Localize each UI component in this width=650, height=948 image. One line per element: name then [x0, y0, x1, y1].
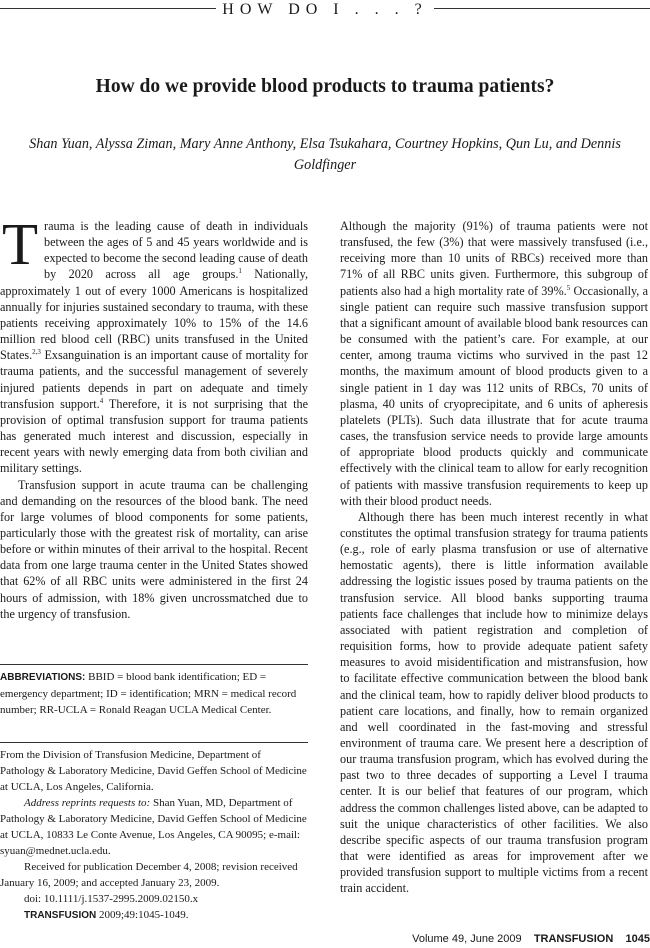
paragraph: Although the majority (91%) of trauma patients were not transfused, the few (3%) that were massively transfused (i.e., receiving more than 10 units of RBCs) received more than 71% of all RBC units given. Furthermore, this subgroup of patients also had a high mortality rate of 39%.$^5$ Occasionally, a single patient can require such massive transfusion support that a significant amount of available blood bank resources can be consumed with the patient’s care. For example, at our center, among trauma victims who survived in the past 12 months, the maximum amount of blood products given to a single patient in 1 day was 112 units of RBCs, 70 units of plasma, 40 units of cryoprecipitate, and 6 units of apheresis platelets (PLTs). Such data illustrate that for acute trauma cases, the transfusion service needs to provide large amounts of appropriate blood products quickly and communicate effectively with the clinical team to allow for early recognition of patients with massive transfusion requirements to keep up with their blood product needs. — [340, 219, 648, 508]
doi: doi: 10.1111/j.1537-2995.2009.02150.x — [24, 893, 199, 905]
page-number: 1045 — [625, 933, 650, 945]
affiliation-box — [0, 742, 308, 924]
drop-cap: T — [2, 211, 39, 277]
reference: 2,3 — [32, 348, 41, 357]
paragraph: Trauma is the leading cause of death in individuals between the ages of 5 and 45 years worldwide and is expected to become the second leading cause of death by 2020 across all age groups.$^1$ Nationally, approximately 1 out of every 1000 Americans is hospitalized annually for injuries sustained secondary to trauma, with these patients receiving approximately 10% to 15% of the 14.6 million red blood cell (RBC) units transfused in the United States.$^{2,3}$ Exsanguination is an important cause of mortality for trauma patients, and the successful management of severely injured patients depends in part on adequate and timely transfusion support.$^4$ Therefore, it is not surprising that the provision of optimal transfusion support for trauma patients has generated much interest and discussion, especially in recent years with newly emerging data from both civilian and military settings. — [0, 211, 308, 476]
footer-journal: TRANSFUSION — [533, 933, 614, 945]
abbreviations-box — [0, 664, 308, 718]
footer-volume: Volume 49, June 2009 — [412, 933, 522, 945]
reprints: Address reprints requests to: Shan Yuan, MD, Department of Pathology & Laboratory Medicine, David Geffen School of Medicine at UCLA, 10833 Le Conte Avenue, Los Angeles, CA 90095; e-mail: syuan@mednet.ucla.edu. — [0, 797, 307, 857]
section-label: HOW DO I . . . ? — [216, 1, 433, 18]
reference: 5 — [566, 283, 571, 292]
page-footer — [412, 933, 650, 945]
reference: 4 — [99, 396, 104, 405]
affiliation-from: From the Division of Transfusion Medicine, Department of Pathology & Laboratory Medicine, David Geffen School of Medicine at UCLA, Los Angeles, California. — [0, 749, 307, 793]
paragraph: Although there has been much interest recently in what constitutes the optimal transfusion strategy for trauma patients (e.g., role of early plasma transfusion or use of alternative hemostatic agents), there is little information available addressing the logistic issues posed by trauma patients on the transfusion service. All blood banks supporting trauma patients face challenges that include how to minimize delays associated with patient registration and completion of requisition forms, how to provide adequate patient safety measures to avoid misidentification and mistransfusion, how to facilitate effective communication between the blood bank and the clinical team, how to rapidly deliver blood products to patient care locations, and finally, how to remain organized and well coordinated in the fast-moving and stressful environment of trauma care. We present here a description of our trauma transfusion program, which has evolved during the past two to three decades of supporting a Level I trauma center. It is our belief that features of our program, which address the common challenges listed above, can be adapted to suit the unique characteristics of other facilities. We also describe specific aspects of our trauma transfusion program that were identified as areas for improvement after we provided transfusion support to multiple victims from a recent train accident. — [340, 509, 648, 896]
abbreviations-label: ABBREVIATIONS: — [0, 672, 86, 683]
article-authors: Shan Yuan, Alyssa Ziman, Mary Anne Anthony, Elsa Tsukahara, Courtney Hopkins, Qun Lu, and Dennis Goldfinger — [29, 136, 621, 173]
reference: 1 — [238, 267, 242, 276]
paragraph: Transfusion support in acute trauma can be challenging and demanding on the resources of the blood bank. The need for large volumes of blood components for some patients, particularly those with the greatest risk of mortality, can arise before or within minutes of their arrival to the hospital. Recent data from one large trauma center in the United States showed that 62% of all RBC units were administered in the first 24 hours of admission, with 18% given uncrossmatched due to the urgency of transfusion. — [0, 477, 308, 621]
received-dates: Received for publication December 4, 2008; revision received January 16, 2009; and accepted January 23, 2009. — [0, 861, 298, 889]
body-column-left — [0, 211, 308, 622]
section-header — [0, 0, 650, 20]
abbreviations-text: BBID = blood bank identification; ED = emergency department; ID = identification; MRN = medical record number; RR-UCLA = Ronald Reagan UCLA Medical Center. — [0, 671, 297, 716]
article-title: How do we provide blood products to trauma patients? — [95, 76, 555, 97]
citation: TRANSFUSION 2009;49:1045-1049. — [24, 909, 189, 921]
body-column-right — [340, 218, 648, 897]
